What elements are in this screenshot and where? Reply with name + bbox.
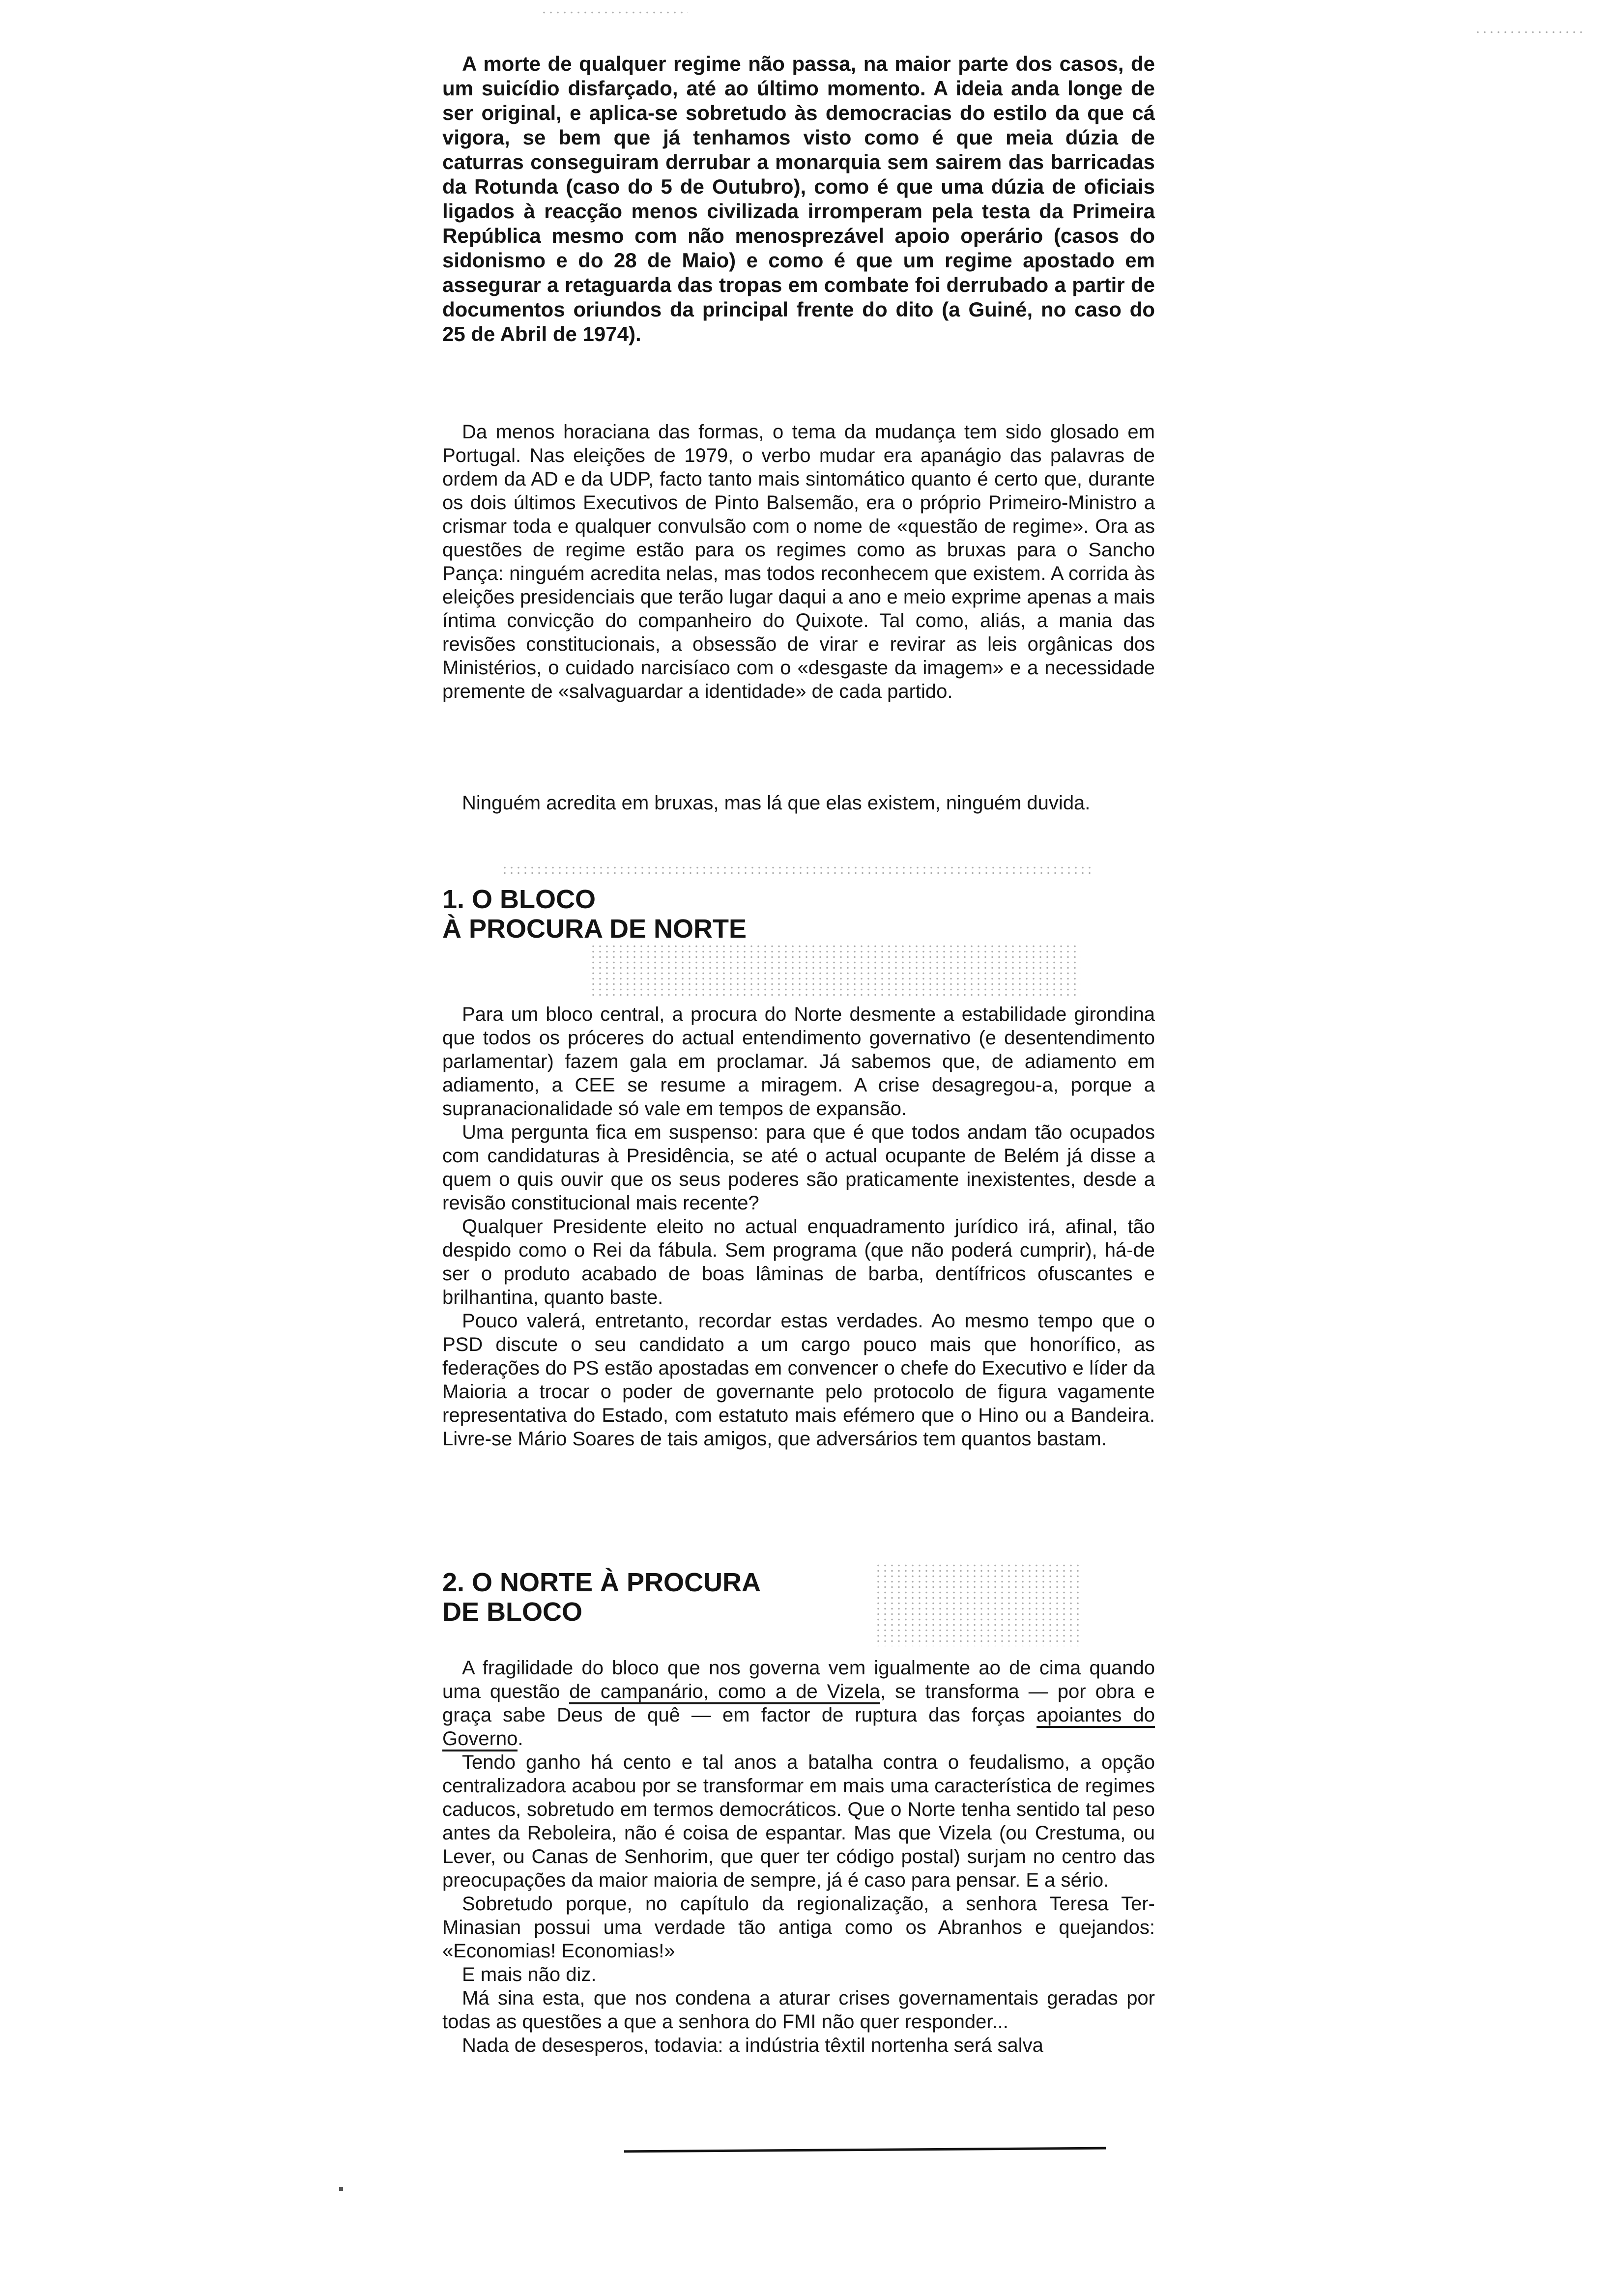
section2-heading-line1: 2. O NORTE À PROCURA — [442, 1568, 761, 1597]
section2-p1-start: A fragilidade do bloco que nos governa vem igualmente ao de cima quando uma questão — [442, 1657, 1155, 1702]
body-paragraph-2: Ninguém acredita em bruxas, mas lá que elas existem, ninguém duvida. — [462, 792, 1091, 814]
body-block-1 — [442, 420, 1155, 703]
intro-paragraph: A morte de qualquer regime não passa, na maior parte dos casos, de um suicídio disfarçado, até ao último momento. A ideia anda longe de ser original, e aplica-se sobretudo às democracias do estilo da que cá vigora, se bem que já tenhamos visto como é que meia dúzia de caturras conseguiram derrubar a monarquia sem sairem das barricadas da Rotunda (caso do 5 de Outubro), como é que uma dúzia de oficiais ligados à reacção menos civilizada irromperam pela testa da Primeira República mesmo com não menosprezável apoio operário (casos do sidonismo e do 28 de Maio) e como é que um regime apostado em assegurar a retaguarda das tropas em combate foi derrubado a partir de documentos oriundos da principal frente do dito (a Guiné, no caso do 25 de Abril de 1974). — [442, 52, 1155, 345]
section1-body — [442, 1003, 1155, 1451]
section1-heading-block — [442, 885, 1155, 944]
section1-heading-line2: À PROCURA DE NORTE — [442, 914, 747, 944]
section2-paragraph-4: E mais não diz. — [462, 1964, 597, 1985]
section2-heading-block — [442, 1568, 1155, 1627]
section2-paragraph-1 — [442, 1656, 1155, 1751]
underlined-phrase-vizela: de campanário, como a de Vizela — [569, 1681, 880, 1704]
intro-block — [442, 52, 1155, 346]
scan-noise-section1 — [590, 944, 1081, 998]
section2-paragraph-2: Tendo ganho há cento e tal anos a batalha contra o feudalismo, a opção centralizadora acabou por se transformar em mais uma característica de regimes caducos, sobretudo em termos democráticos. Que o Norte tenha sentido tal peso antes da Reboleira, não é coisa de espantar. Mas que Vizela (ou Crestuma, ou Lever, ou Canas de Senhorim, que quer ter código postal) surjam no centro das preocupações da maior maioria de sempre, já é caso para pensar. E a sério. — [442, 1751, 1155, 1891]
section1-paragraph-4: Pouco valerá, entretanto, recordar estas verdades. Ao mesmo tempo que o PSD discute o seu candidato a um cargo pouco mais que honorífico, as federações do PS estão apostadas em convencer o chefe do Executivo e líder da Maioria a trocar o poder de governante pelo protocolo de figura vagamente representativa do Estado, com estatuto mais efémero que o Hino ou a Bandeira. Livre-se Mário Soares de tais amigos, que adversários tem quantos bastam. — [442, 1310, 1155, 1450]
section1-paragraph-1: Para um bloco central, a procura do Norte desmente a estabilidade girondina que todos os próceres do actual entendimento governativo (e desentendimento parlamentar) fazem gala em proclamar. Já sabemos que, de adiamento em adiamento, a CEE se resume a miragem. A crise desagregou-a, porque a supranacionalidade só vale em tempos de expansão. — [442, 1004, 1155, 1119]
section2-paragraph-5: Má sina esta, que nos condena a aturar crises governamentais geradas por todas as questões a que a senhora do FMI não quer responder... — [442, 1987, 1155, 2033]
section2-paragraph-6: Nada de desesperos, todavia: a indústria têxtil nortenha será salva — [462, 2035, 1043, 2056]
underlined-phrase-governo: apoiantes do Governo — [442, 1704, 1155, 1751]
body-paragraph-1: Da menos horaciana das formas, o tema da mudança tem sido glosado em Portugal. Nas eleições de 1979, o verbo mudar era apanágio das palavras de ordem da AD e da UDP, facto tanto mais sintomático quanto é certo que, durante os dois últimos Executivos de Pinto Balsemão, era o próprio Primeiro-Ministro a crismar toda e qualquer convulsão com o nome de «questão de regime». Ora as questões de regime estão para os regimes como as bruxas para o Sancho Pança: ninguém acredita nelas, mas todos reconhecem que existem. A corrida às eleições presidenciais que terão lugar daqui a ano e meio exprime apenas a mais íntima convicção do companheiro do Quixote. Tal como, aliás, a mania das revisões constitucionais, a obsessão de virar e revirar as leis orgânicas dos Ministérios, o cuidado narcisíaco com o «desgaste da imagem» e a necessidade premente de «salvaguardar a identidade» de cada partido. — [442, 421, 1155, 702]
section1-paragraph-3: Qualquer Presidente eleito no actual enquadramento jurídico irá, afinal, tão despido como o Rei da fábula. Sem programa (que não poderá cumprir), há-de ser o produto acabado de boas lâminas de barba, dentífricos ofuscantes e brilhantina, quanto baste. — [442, 1216, 1155, 1308]
section2-paragraph-3: Sobretudo porque, no capítulo da regionalização, a senhora Teresa Ter-Minasian possui uma verdade tão antiga como os Abranhos e quejandos: «Economias! Economias!» — [442, 1893, 1155, 1962]
section2-body — [442, 1656, 1155, 2057]
section2-p1-mid: , se transforma — por obra e graça sabe Deus de quê — em factor de ruptura das forças — [442, 1681, 1155, 1726]
section1-heading-line1: 1. O BLOCO — [442, 885, 596, 914]
section2-p1-end: . — [518, 1728, 523, 1750]
body-block-2 — [442, 791, 1155, 815]
scan-noise-divider — [501, 865, 1091, 877]
section1-paragraph-2: Uma pergunta fica em suspenso: para que é que todos andam tão ocupados com candidaturas à Presidência, se até o actual ocupante de Belém já disse a quem o quis ouvir que os seus poderes são praticamente inexistentes, desde a revisão constitucional mais recente? — [442, 1121, 1155, 1214]
margin-speck — [339, 2187, 343, 2191]
scan-noise-top — [541, 10, 688, 17]
scan-noise-corner — [1474, 29, 1583, 35]
bottom-rule — [624, 2147, 1106, 2153]
section2-heading-line2: DE BLOCO — [442, 1597, 583, 1627]
